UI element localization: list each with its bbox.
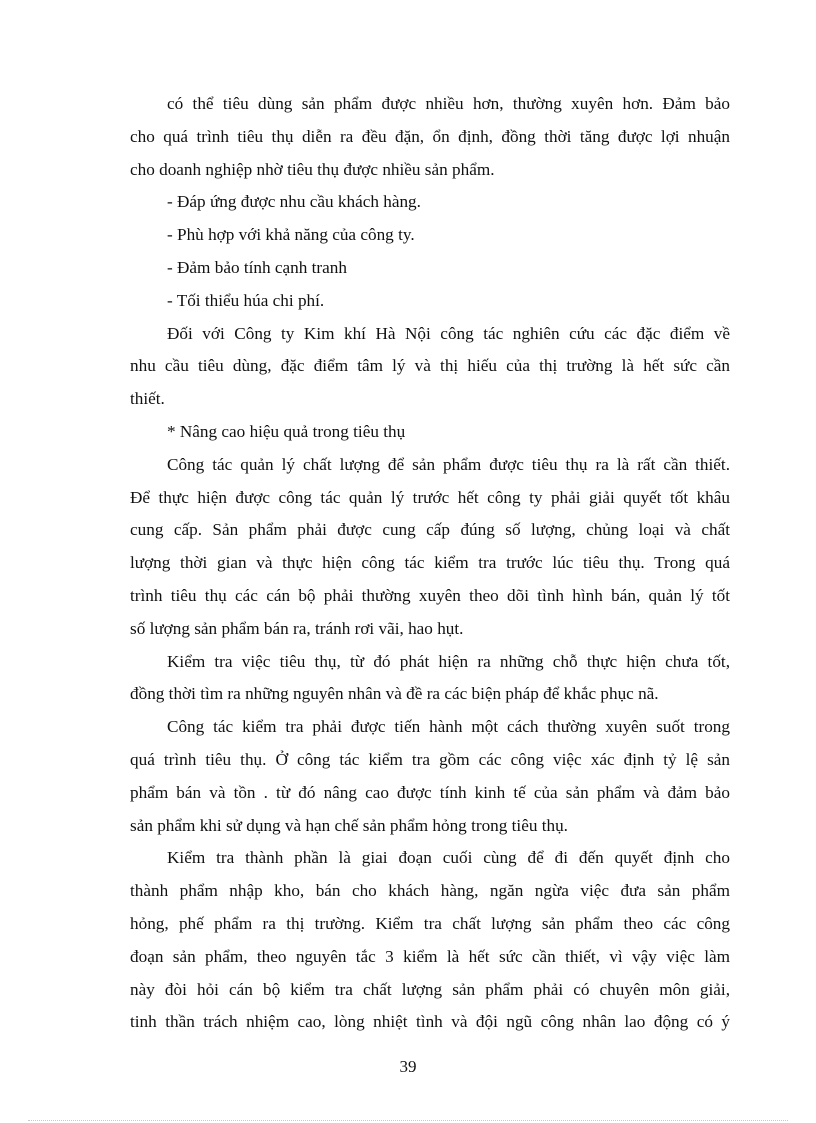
text-line: nhu cầu tiêu dùng, đặc điểm tâm lý và thị hiếu của thị trường là hết sức cần <box>130 356 730 376</box>
bullet-item: - Phù hợp với khả năng của công ty. <box>167 225 415 245</box>
document-page <box>130 88 730 1039</box>
text-line: cho quá trình tiêu thụ diễn ra đều đặn, ổn định, đồng thời tăng được lợi nhuận <box>130 126 730 146</box>
text-line: thiết. <box>130 389 165 409</box>
text-line: Kiểm tra thành phần là giai đoạn cuối cùng để đi đến quyết định cho <box>167 848 730 868</box>
text-line: sản phẩm khi sử dụng và hạn chế sản phẩm hỏng trong tiêu thụ. <box>130 815 568 835</box>
text-line: thành phẩm nhập kho, bán cho khách hàng, ngăn ngừa việc đưa sản phẩm <box>130 881 730 901</box>
section-heading: * Nâng cao hiệu quả trong tiêu thụ <box>167 421 406 441</box>
page-bottom-divider <box>28 1120 788 1121</box>
bullet-item: - Đáp ứng được nhu cầu khách hàng. <box>167 192 421 212</box>
text-line: cung cấp. Sản phẩm phải được cung cấp đúng số lượng, chủng loại và chất <box>130 520 730 540</box>
text-line: đồng thời tìm ra những nguyên nhân và đề ra các biện pháp để khắc phục nã. <box>130 684 659 704</box>
text-line: trình tiêu thụ các cán bộ phải thường xuyên theo dõi tình hình bán, quản lý tốt <box>130 585 730 605</box>
text-line: cho doanh nghiệp nhờ tiêu thụ được nhiều sản phẩm. <box>130 159 495 179</box>
text-line: quá trình tiêu thụ. Ở công tác kiểm tra gồm các công việc xác định tỷ lệ sản <box>130 749 730 769</box>
text-line: phẩm bán và tồn . từ đó nâng cao được tính kinh tế của sản phẩm và đảm bảo <box>130 782 730 802</box>
text-line: Công tác quản lý chất lượng để sản phẩm được tiêu thụ ra là rất cần thiết. <box>167 454 730 474</box>
text-line: Công tác kiểm tra phải được tiến hành một cách thường xuyên suốt trong <box>167 717 730 737</box>
text-line: này đòi hỏi cán bộ kiểm tra chất lượng sản phẩm phải có chuyên môn giải, <box>130 979 730 999</box>
text-line: có thể tiêu dùng sản phẩm được nhiều hơn, thường xuyên hơn. Đảm bảo <box>167 94 730 113</box>
page-number: 39 <box>399 1057 417 1076</box>
text-line: lượng thời gian và thực hiện công tác kiểm tra trước lúc tiêu thụ. Trong quá <box>130 553 730 573</box>
text-line: Đối với Công ty Kim khí Hà Nội công tác nghiên cứu các đặc điểm về <box>167 323 730 343</box>
text-line: số lượng sản phẩm bán ra, tránh rơi vãi, hao hụt. <box>130 618 464 638</box>
text-line: tinh thần trách nhiệm cao, lòng nhiệt tình và đội ngũ công nhân lao động có ý <box>130 1012 730 1032</box>
text-line: hỏng, phế phẩm ra thị trường. Kiểm tra chất lượng sản phẩm theo các công <box>130 913 730 933</box>
text-line: Kiểm tra việc tiêu thụ, từ đó phát hiện ra những chỗ thực hiện chưa tốt, <box>167 651 730 671</box>
text-line: Để thực hiện được công tác quản lý trước hết công ty phải giải quyết tốt khâu <box>130 487 730 507</box>
bullet-item: - Tối thiểu húa chi phí. <box>167 290 325 310</box>
bullet-item: - Đảm bảo tính cạnh tranh <box>167 257 347 277</box>
text-line: đoạn sản phẩm, theo nguyên tắc 3 kiểm là hết sức cần thiết, vì vậy việc làm <box>130 946 730 966</box>
